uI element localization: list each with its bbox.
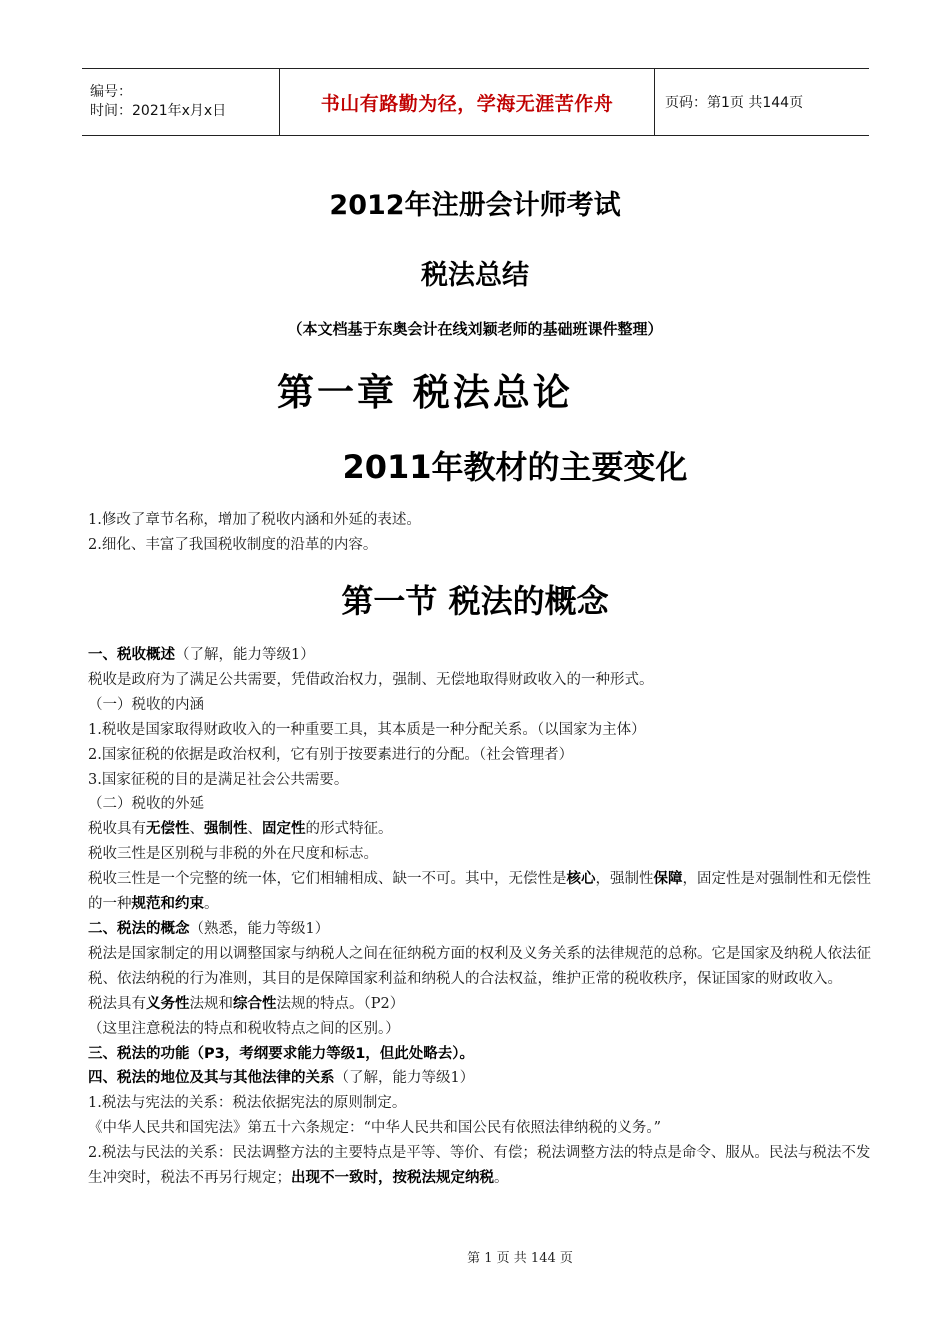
section-heading: 第一节 税法的概念	[341, 582, 609, 620]
paragraph: 2.国家征税的依据是政治权利，它有别于按要素进行的分配。（社会管理者）	[88, 746, 574, 763]
heading-tax-law-status: 四、税法的地位及其与其他法律的关系（了解，能力等级1）	[88, 1070, 475, 1087]
document-time-label: 时间：2021年x月x日	[90, 103, 227, 119]
list-item: 1.修改了章节名称，增加了税收内涵和外延的表述。	[88, 512, 421, 528]
paragraph: 税法具有义务性法规和综合性法规的特点。（P2）	[88, 995, 405, 1012]
heading-tax-law-function: 三、税法的功能（P3，考纲要求能力等级1，但此处略去）。	[88, 1045, 475, 1062]
page-footer: 第 1 页 共 144 页	[467, 1251, 573, 1266]
document-number-label: 编号：	[90, 84, 132, 100]
main-title: 2012年注册会计师考试	[329, 190, 621, 221]
paragraph: 税收三性是区别税与非税的外在尺度和标志。	[88, 846, 378, 863]
header-page-number: 页码：第1页 共144页	[665, 95, 804, 111]
heading-tax-law-concept: 二、税法的概念（熟悉，能力等级1）	[88, 920, 330, 937]
header-page-cell	[655, 69, 869, 135]
paragraph: （二）税收的外延	[88, 796, 204, 813]
list-item: 2.细化、丰富了我国税收制度的沿革的内容。	[88, 537, 378, 553]
heading-taxation-overview: 一、税收概述（了解，能力等级1）	[88, 647, 315, 663]
document-header	[82, 68, 869, 136]
paragraph: 《中华人民共和国宪法》第五十六条规定：“中华人民共和国公民有依照法律纳税的义务。”	[88, 1120, 662, 1137]
paragraph: 2.税法与民法的关系：民法调整方法的主要特点是平等、等价、有偿；税法调整方法的特点是命令、服从。民法与税法不发生冲突时，税法不再另行规定；出现不一致时，按税法规定纳税。	[88, 1145, 871, 1187]
section-content	[88, 643, 878, 1191]
paragraph: 税收三性是一个完整的统一体，它们相辅相成、缺一不可。其中，无偿性是核心，强制性保障，固定性是对强制性和无偿性的一种规范和约束。	[88, 871, 871, 913]
source-note: （本文档基于东奥会计在线刘颖老师的基础班课件整理）	[287, 320, 663, 338]
paragraph: 税收是政府为了满足公共需要，凭借政治权力，强制、无偿地取得财政收入的一种形式。	[88, 671, 654, 688]
header-motto-cell	[280, 69, 655, 135]
changes-heading: 2011年教材的主要变化	[342, 448, 688, 486]
paragraph: 3.国家征税的目的是满足社会公共需要。	[88, 771, 349, 788]
header-meta	[82, 69, 280, 135]
paragraph: （一）税收的内涵	[88, 696, 204, 713]
paragraph: （这里注意税法的特点和税收特点之间的区别。）	[88, 1020, 400, 1037]
paragraph: 1.税收是国家取得财政收入的一种重要工具，其本质是一种分配关系。（以国家为主体）	[88, 721, 646, 738]
paragraph: 税收具有无偿性、强制性、固定性的形式特征。	[88, 821, 393, 838]
paragraph: 1.税法与宪法的关系：税法依据宪法的原则制定。	[88, 1095, 407, 1112]
subtitle: 税法总结	[421, 260, 529, 291]
paragraph: 税法是国家制定的用以调整国家与纳税人之间在征纳税方面的权利及义务关系的法律规范的总称。它是国家及纳税人依法征税、依法纳税的行为准则，其目的是保障国家利益和纳税人的合法权益，维护正常的税收秩序，保证国家的财政收入。	[88, 945, 871, 987]
chapter-title: 第一章 税法总论	[277, 370, 573, 414]
changes-list	[88, 508, 878, 558]
header-motto: 书山有路勤为径，学海无涯苦作舟	[320, 92, 614, 115]
